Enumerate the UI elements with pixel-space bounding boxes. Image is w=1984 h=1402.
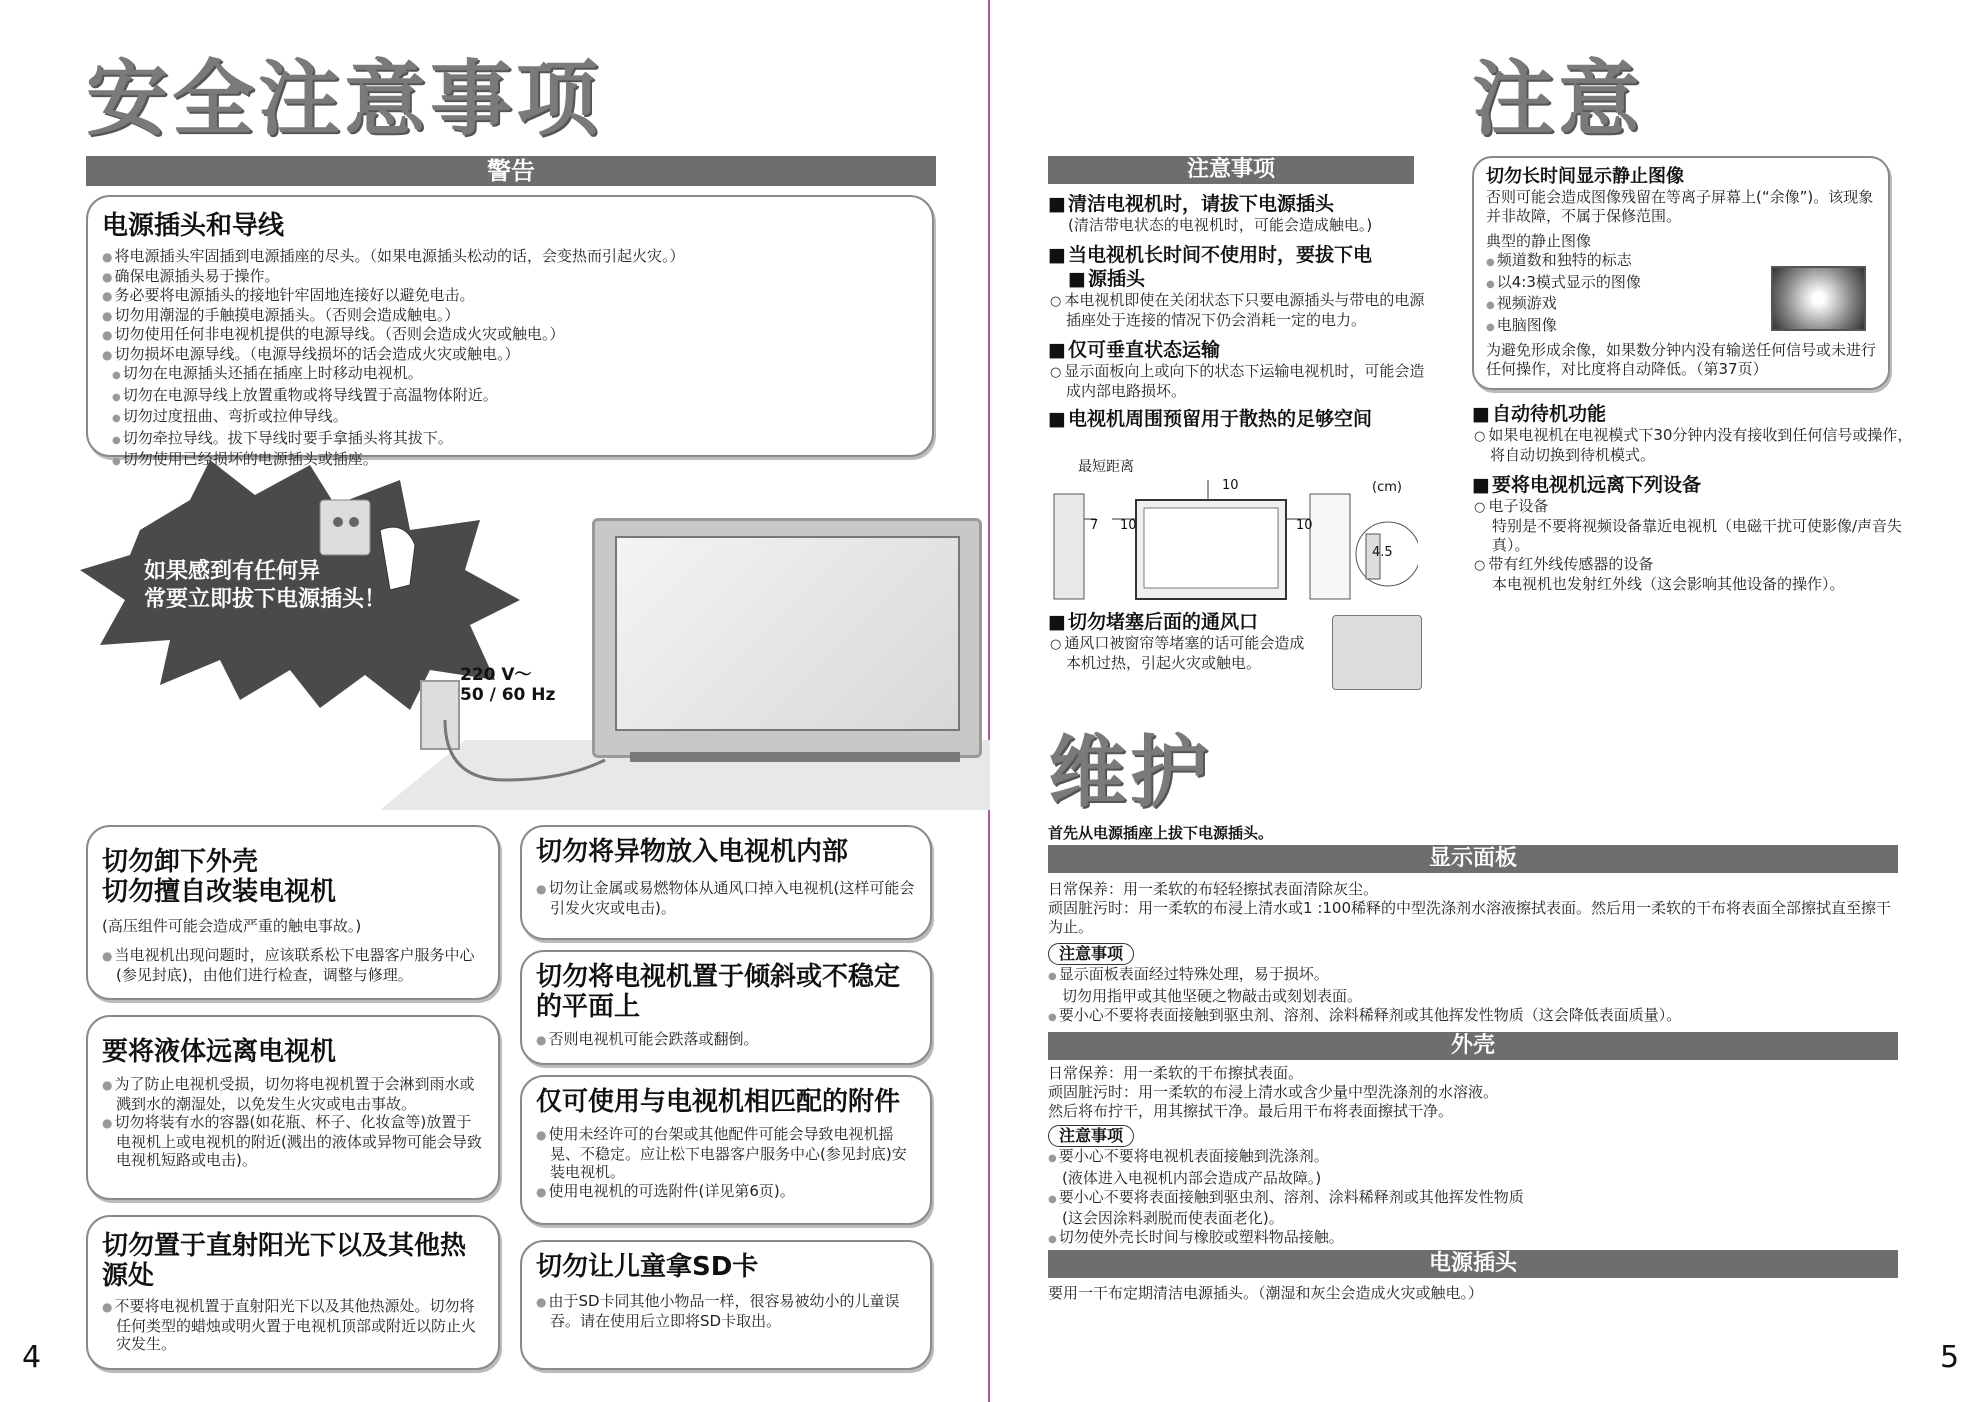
- distance-left: 10: [1120, 518, 1137, 533]
- foreign-object-box: [520, 825, 932, 940]
- still-image-box: [1472, 156, 1890, 390]
- voltage: 220 V～: [460, 665, 532, 685]
- standby-item: ○ 如果电视机在电视模式下30分钟内没有接收到任何信号或操作，将自动切换到待机模式。: [1472, 426, 1922, 465]
- accessory-heading: 仅可使用与电视机相匹配的附件: [536, 1087, 901, 1117]
- list-item: ● 视频游戏: [1486, 294, 1876, 316]
- vertical-heading: ■ 仅可垂直状态运输: [1048, 338, 1428, 362]
- burst-line1: 如果感到有任何异: [144, 559, 321, 584]
- distance-top: 10: [1222, 478, 1239, 493]
- list-subitem: ● 切勿在电源插头还插在插座上时移动电视机。: [112, 364, 918, 386]
- tilt-heading: 切勿将电视机置于倾斜或不稳定的平面上: [536, 962, 901, 1022]
- list-item: ● 由于SD卡同其他小物品一样，很容易被幼小的儿童误吞。请在使用后立即将SD卡取出。: [536, 1292, 916, 1330]
- left-page: [0, 0, 990, 1402]
- list-item: ● 使用电视机的可选附件(详见第6页)。: [536, 1182, 916, 1202]
- still-typical: 典型的静止图像: [1486, 232, 1592, 250]
- list-subitem: ● 切勿牵拉导线。拔下导线时要手拿插头将其拔下。: [112, 429, 918, 451]
- min-distance-label: 最短距离: [1078, 459, 1134, 475]
- clean-heading: ■ 清洁电视机时，请拔下电源插头: [1048, 192, 1428, 216]
- page-number: 5: [1940, 1340, 1960, 1375]
- voltage-label: [460, 665, 555, 705]
- list-item: ● 切勿使外壳长时间与橡胶或塑料物品接触。: [1048, 1228, 1898, 1250]
- list-item: ● 显示面板表面经过特殊处理，易于损坏。: [1048, 965, 1898, 987]
- space-heading: ■ 电视机周围预留用于散热的足够空间: [1048, 407, 1428, 431]
- list-subitem: ● 切勿过度扭曲、弯折或拉伸导线。: [112, 407, 918, 429]
- tv-illustration: [592, 518, 982, 758]
- list-item: ● 以4:3模式显示的图像: [1486, 273, 1876, 295]
- list-item: ● 务必要将电源插头的接地针牢固地连接好以避免电击。: [102, 286, 918, 306]
- still-image-thumb: [1771, 266, 1866, 331]
- list-item: ● 否则电视机可能会跌落或翻倒。: [536, 1030, 916, 1050]
- still-footer: 为避免形成余像，如果数分钟内没有输送任何信号或未进行任何操作，对比度将自动降低。（第37页）: [1486, 341, 1877, 378]
- sunlight-box: [86, 1215, 500, 1370]
- page-title: 安全注意事项: [86, 52, 603, 147]
- cover-heading1: 切勿卸下外壳: [102, 847, 259, 877]
- cabinet-bar: 外壳: [1048, 1032, 1898, 1060]
- panel-bar: 显示面板: [1048, 845, 1898, 873]
- list-item: ● 为了防止电视机受损，切勿将电视机置于会淋到雨水或溅到水的潮湿处，以免发生火灾或电击事故。: [102, 1075, 484, 1113]
- distance-back: 4.5: [1372, 545, 1393, 560]
- burst-line2: 常要立即拔下电源插头！: [144, 587, 387, 612]
- sunlight-heading: 切勿置于直射阳光下以及其他热源处: [102, 1231, 467, 1291]
- still-heading: 切勿长时间显示静止图像: [1486, 166, 1684, 187]
- vent-item: ○ 通风口被窗帘等堵塞的话可能会造成本机过热，引起火灾或触电。: [1048, 634, 1318, 673]
- away-item1-desc: 特别是不要将视频设备靠近电视机（电磁干扰可使影像/声音失真）。: [1492, 517, 1903, 554]
- plug-bar: 电源插头: [1048, 1250, 1898, 1278]
- list-item: ● 切勿用潮湿的手触摸电源插头。（否则会造成触电。）: [102, 306, 918, 326]
- accessory-box: [520, 1075, 932, 1225]
- plug-text: 要用一干布定期清洁电源插头。（潮湿和灰尘会造成火灾或触电。）: [1048, 1284, 1484, 1302]
- list-subitem: ● 切勿在电源导线上放置重物或将导线置于高温物体附近。: [112, 386, 918, 408]
- vent-heading: ■ 切勿堵塞后面的通风口: [1048, 610, 1318, 634]
- caution-bar: 注意事项: [1048, 156, 1414, 184]
- list-item: ● 当电视机出现问题时，应该联系松下电器客户服务中心(参见封底)，由他们进行检查，调整与修理。: [102, 946, 484, 984]
- maintenance-intro: 首先从电源插座上拔下电源插头。: [1048, 824, 1274, 842]
- sd-card-box: [520, 1240, 932, 1370]
- vertical-item: ○ 显示面板向上或向下的状态下运输电视机时，可能会造成内部电路损坏。: [1048, 362, 1428, 401]
- tv-screen: [615, 536, 960, 731]
- away-item2-desc: 本电视机也发射红外线（这会影响其他设备的操作）。: [1492, 575, 1845, 593]
- list-item: ● 要小心不要将表面接触到驱虫剂、溶剂、涂料稀释剂或其他挥发性物质: [1048, 1188, 1898, 1210]
- tilt-box: [520, 950, 932, 1065]
- list-item: ● 切勿损坏电源导线。（电源导线损坏的话会造成火灾或触电。）: [102, 345, 918, 365]
- warning-burst-text: [144, 558, 474, 614]
- cabinet-caution-label: 注意事项: [1048, 1125, 1134, 1147]
- cabinet-dirt: 顽固脏污时：用一柔软的布浸上清水或含少量中型洗涤剂的水溶液。: [1048, 1083, 1499, 1101]
- unused-heading-cont: ■ 源插头: [1048, 267, 1428, 291]
- foreign-heading: 切勿将异物放入电视机内部: [536, 837, 849, 867]
- caution-title: 注意: [1472, 52, 1645, 147]
- unused-item: ○ 本电视机即使在关闭状态下只要电源插头与带电的电源插座处于连接的情况下仍会消耗一定的电力。: [1048, 291, 1428, 330]
- list-item: ● 切勿使用任何非电视机提供的电源导线。（否则会造成火灾或触电。）: [102, 325, 918, 345]
- away-item2: ○ 带有红外线传感器的设备: [1472, 555, 1922, 575]
- cabinet-dirt2: 然后将布拧干，用其擦拭干净。最后用干布将表面擦拭干净。: [1048, 1102, 1454, 1120]
- tv-stand: [630, 752, 960, 762]
- curtain-illustration: [1332, 615, 1422, 690]
- maintenance-title: 维护: [1048, 728, 1213, 818]
- list-item: ● 频道数和独特的标志: [1486, 251, 1876, 273]
- panel-daily: 日常保养：用一柔软的布轻轻擦拭表面清除灰尘。: [1048, 880, 1379, 898]
- standby-heading: ■ 自动待机功能: [1472, 402, 1922, 426]
- away-heading: ■ 要将电视机远离下列设备: [1472, 473, 1922, 497]
- panel-caution-label: 注意事项: [1048, 943, 1134, 965]
- list-item: ● 不要将电视机置于直射阳光下以及其他热源处。切勿将任何类型的蜡烛或明火置于电视机顶部或附近以防止火灾发生。: [102, 1297, 484, 1354]
- power-cord: [430, 700, 610, 790]
- spacing-diagram: [1048, 474, 1418, 609]
- list-item: ● 切勿将装有水的容器(如花瓶、杯子、化妆盒等)放置于电视机上或电视机的附近(溅出的液体或异物可能会导致电视机短路或电击)。: [102, 1113, 484, 1170]
- distance-right: 10: [1296, 518, 1313, 533]
- panel-subnote: 切勿用指甲或其他坚硬之物敲击或刻划表面。: [1062, 986, 1363, 1005]
- distance-side: 7: [1090, 518, 1099, 533]
- cabinet-daily: 日常保养：用一柔软的干布擦拭表面。: [1048, 1064, 1304, 1082]
- frequency: 50 / 60 Hz: [460, 685, 556, 705]
- cover-heading2: 切勿擅自改装电视机: [102, 877, 337, 907]
- cabinet-note2: (这会因涂料剥脱而使表面老化)。: [1062, 1209, 1284, 1227]
- right-page: [992, 0, 1984, 1402]
- liquid-box: [86, 1015, 500, 1200]
- list-item: ● 切勿让金属或易燃物体从通风口掉入电视机(这样可能会引发火灾或电击)。: [536, 879, 916, 917]
- list-item: ● 确保电源插头易于操作。: [102, 267, 918, 287]
- warning-bar: 警告: [86, 156, 936, 186]
- power-heading: 电源插头和导线: [102, 211, 285, 241]
- cabinet-note1: (液体进入电视机内部会造成产品故障。): [1062, 1168, 1322, 1187]
- list-item: ● 将电源插头牢固插到电源插座的尽头。（如果电源插头松动的话，会变热而引起火灾。）: [102, 247, 918, 267]
- list-subitem: ● 切勿使用已经损坏的电源插头或插座。: [112, 450, 918, 472]
- unused-heading: ■ 当电视机长时间不使用时，要拔下电: [1048, 243, 1428, 267]
- sd-heading: 切勿让儿童拿SD卡: [536, 1252, 759, 1282]
- panel-dirt: 顽固脏污时：用一柔软的布浸上清水或1 :100稀释的中型洗涤剂水溶液擦拭表面。然后用一柔软的干布将表面全部擦拭直至擦干为止。: [1048, 899, 1892, 936]
- still-text: 否则可能会造成图像残留在等离子屏幕上(“余像”)。该现象并非故障，不属于保修范围。: [1486, 188, 1874, 225]
- clean-note: (清洁带电状态的电视机时，可能会造成触电。): [1068, 216, 1373, 234]
- cover-box: [86, 825, 500, 1000]
- page-number: 4: [22, 1340, 42, 1375]
- list-item: ● 使用未经许可的台架或其他配件可能会导致电视机摇晃、不稳定。应让松下电器客户服务中心(参见封底)安装电视机。: [536, 1125, 916, 1182]
- list-item: ● 要小心不要将电视机表面接触到洗涤剂。: [1048, 1147, 1898, 1169]
- list-item: ● 要小心不要将表面接触到驱虫剂、溶剂、涂料稀释剂或其他挥发性物质（这会降低表面质量）。: [1048, 1006, 1898, 1028]
- liquid-heading: 要将液体远离电视机: [102, 1037, 337, 1067]
- away-item1: ○ 电子设备: [1472, 497, 1922, 517]
- unit-label: (cm): [1372, 480, 1402, 495]
- list-item: ● 电脑图像: [1486, 316, 1876, 338]
- cover-note: (高压组件可能会造成严重的触电事故。): [102, 917, 362, 935]
- power-plug-box: [86, 195, 934, 468]
